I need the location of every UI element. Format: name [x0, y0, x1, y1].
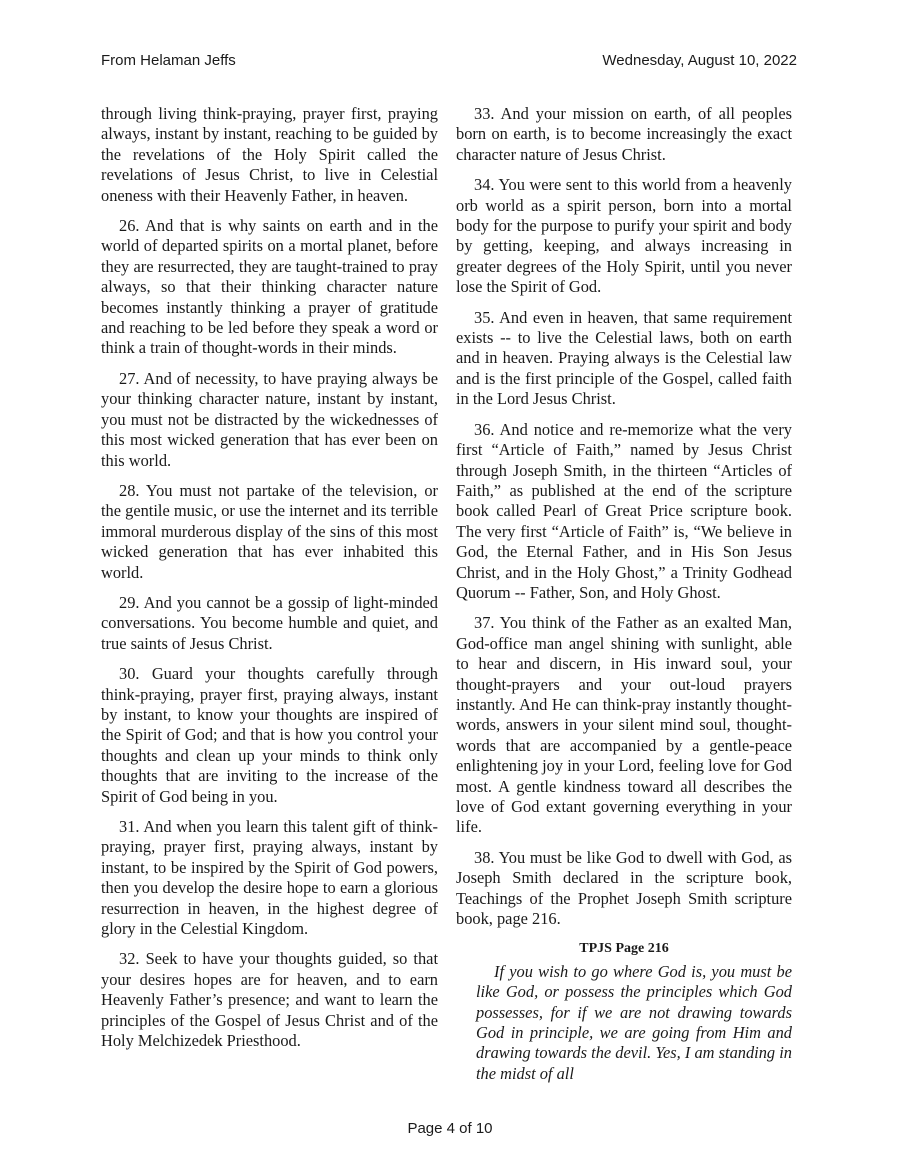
paragraph: through living think-praying, prayer first, praying always, instant by instant, reaching to be guided by the revelations of the Holy Spirit called the revelations of Jesus Christ, to live in Celestial oneness with their Heavenly Father, in heaven. — [101, 104, 438, 205]
quote-title: TPJS Page 216 — [579, 941, 669, 957]
quote-text: If you wish to go where God is, you must be like God, or possess the principles which God possesses, for if we are not drawing towards God in principle, we are going from Him and drawing towards the devil. Yes, I am standing in the midst of all — [476, 961, 792, 1083]
paragraph-26: 26. And that is why saints on earth and in the world of departed spirits on a mortal planet, before they are resurrected, they are taught-trained to pray always, so that their thinking character nature becomes instantly thinking a prayer of gratitude and reaching to be led before they speak a word or think a train of thought-words in their minds. — [101, 216, 438, 358]
paragraph-29: 29. And you cannot be a gossip of light-minded conversations. You become humble and quiet, and true saints of Jesus Christ. — [101, 592, 438, 653]
header-author: From Helaman Jeffs — [101, 52, 236, 69]
paragraph-28: 28. You must not partake of the television, or the gentile music, or use the internet and its terrible immoral murderous display of the sins of this most wicked generation that has ever inhabited this world. — [101, 480, 438, 582]
paragraph-31: 31. And when you learn this talent gift of think-praying, prayer first, praying always, instant by instant, to be inspired by the Spirit of God powers, then you develop the desire hope to earn a glorious resurrection in heaven, in the highest degree of glory in the Celestial Kingdom. — [101, 817, 438, 939]
paragraph-33: 33. And your mission on earth, of all peoples born on earth, is to become increasingly the exact character nature of Jesus Christ. — [456, 104, 792, 164]
page-header — [101, 52, 797, 74]
paragraph-37: 37. You think of the Father as an exalted Man, God-office man angel shining with sunlight, able to hear and discern, in His inward soul, your thought-prayers and your out-loud prayers instantly. And He can think-pray instantly thought-words, answers in your silent mind soul, thought-words that are accompanied by a gentle-peace enlightening joy in your Lord, feeling love for God most. A gentle kindness toward all describes the love of God extant governing everything in your life. — [456, 613, 792, 837]
paragraph-36: 36. And notice and re-memorize what the very first “Article of Faith,” named by Jesus Christ through Joseph Smith, in the thirteen “Articles of Faith,” as published at the end of the scripture book called Pearl of Great Price scripture book. The very first “Article of Faith” is, “We believe in God, the Eternal Father, and in His Son Jesus Christ, and in the Holy Ghost,” a Trinity Godhead Quorum -- Father, Son, and Holy Ghost. — [456, 419, 792, 602]
page-number: Page 4 of 10 — [407, 1120, 493, 1137]
paragraph-38: 38. You must be like God to dwell with God, as Joseph Smith declared in the scripture book, Teachings of the Prophet Joseph Smith scripture book, page 216. — [456, 847, 792, 929]
right-column — [456, 104, 792, 1084]
paragraph-35: 35. And even in heaven, that same requirement exists -- to live the Celestial laws, both on earth and in heaven. Praying always is the Celestial law and is the first principle of the Gospel, called faith in the Lord Jesus Christ. — [456, 307, 792, 409]
paragraph-34: 34. You were sent to this world from a heavenly orb world as a spirit person, born into a mortal body for the purpose to purify your spirit and body by getting, keeping, and always increasing in greater degrees of the Holy Spirit, until you never lose the Spirit of God. — [456, 175, 792, 297]
left-column — [101, 104, 438, 1061]
paragraph-30: 30. Guard your thoughts carefully through think-praying, prayer first, praying always, instant by instant, to know your thoughts are inspired of the Spirit of God; and that is how you control your thoughts and clean up your minds to think only thoughts that are inviting to the increase of the Spirit of God being in you. — [101, 664, 438, 806]
paragraph-32: 32. Seek to have your thoughts guided, so that your desires hopes are for heaven, and to earn Heavenly Father’s presence; and want to learn the principles of the Gospel of Jesus Christ and of the Holy Melchizedek Priesthood. — [101, 949, 438, 1051]
paragraph-27: 27. And of necessity, to have praying always be your thinking character nature, instant by instant, you must not be distracted by the wickednesses of this most wicked generation that has ever been on this world. — [101, 368, 438, 470]
header-date: Wednesday, August 10, 2022 — [602, 52, 797, 69]
